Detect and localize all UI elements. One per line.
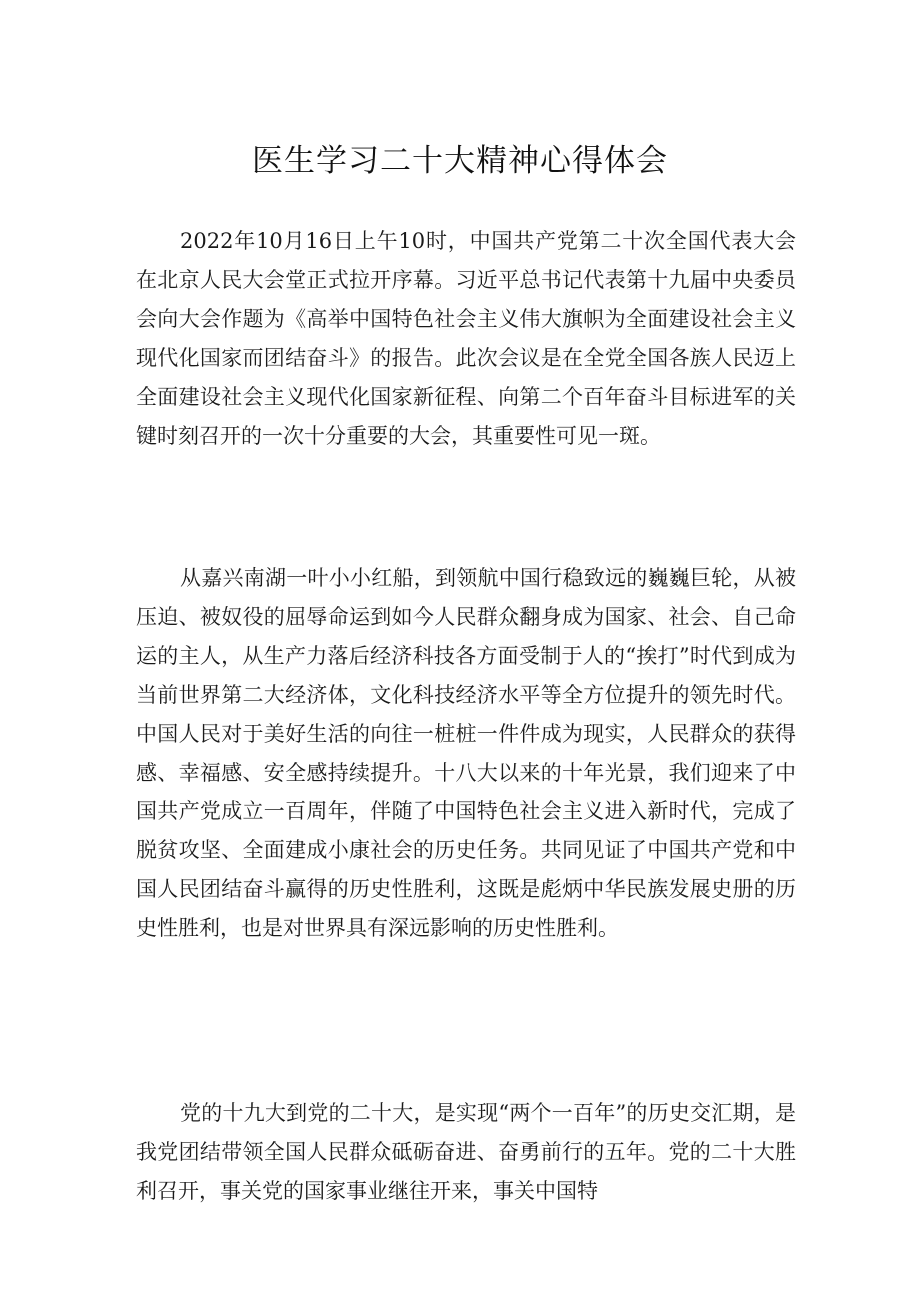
paragraph-1: 2022年10月16日上午10时，中国共产党第二十次全国代表大会在北京人民大会堂正式拉开序幕。习近平总书记代表第十九届中央委员会向大会作题为《高举中国特色社会主义伟大旗帜为全面建设社会主义现代化国家而团结奋斗》的报告。此次会议是在全党全国各族人民迈上全面建设社会主义现代化国家新征程、向第二个百年奋斗目标进军的关键时刻召开的一次十分重要的大会，其重要性可见一斑。 xyxy=(136,229,796,448)
paragraph-2: 从嘉兴南湖一叶小小红船，到领航中国行稳致远的巍巍巨轮，从被压迫、被奴役的屈辱命运到如今人民群众翻身成为国家、社会、自己命运的主人，从生产力落后经济科技各方面受制于人的“挨打”时代到成为当前世界第二大经济体，文化科技经济水平等全方位提升的领先时代。中国人民对于美好生活的向往一桩桩一件件成为现实，人民群众的获得感、幸福感、安全感持续提升。十八大以来的十年光景，我们迎来了中国共产党成立一百周年，伴随了中国特色社会主义进入新时代，完成了脱贫攻坚、全面建成小康社会的历史任务。共同见证了中国共产党和中国人民团结奋斗赢得的历史性胜利，这既是彪炳中华民族发展史册的历史性胜利，也是对世界具有深远影响的历史性胜利。 xyxy=(136,566,796,941)
document-title: 医生学习二十大精神心得体会 xyxy=(252,143,668,179)
paragraph-3: 党的十九大到党的二十大，是实现“两个一百年”的历史交汇期，是我党团结带领全国人民群众砥砺奋进、奋勇前行的五年。党的二十大胜利召开，事关党的国家事业继往开来，事关中国特 xyxy=(136,1101,796,1203)
